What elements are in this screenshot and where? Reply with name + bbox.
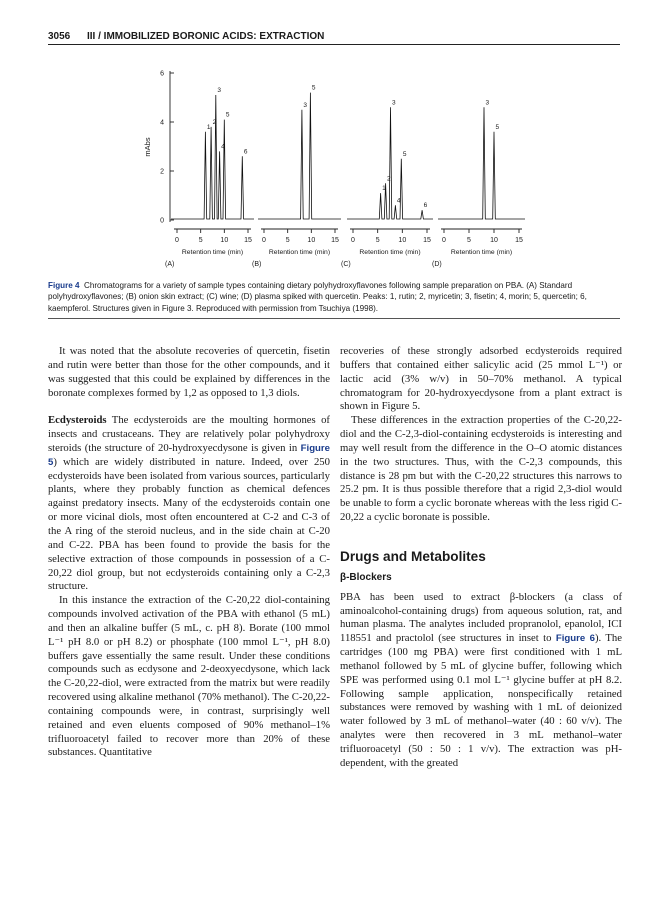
peak-label: 4	[221, 143, 225, 151]
panel-label: (B)	[252, 261, 262, 268]
x-axis-label: Retention time (min)	[181, 249, 244, 256]
x-tick-label: 0	[442, 237, 446, 244]
caption-label: Figure 4	[48, 281, 80, 290]
x-tick-label: 5	[285, 237, 290, 244]
x-tick-label: 0	[262, 237, 266, 244]
x-tick-label: 15	[244, 237, 252, 244]
peak-label: 3	[217, 87, 221, 95]
x-tick-label: 10	[398, 237, 407, 244]
chromatogram-trace	[258, 93, 341, 219]
text-run: ). The cartridges (100 mg PBA) were first conditioned with 1 mL methanol followed by 5 mL of glycine buffer, following which SPE was performed using 0.1 mol L⁻¹ glycine buffer at pH 8.2. Following sample application, nonspecifically retained substances were removed by washing with 1 mL of deionized water followed by 3 mL of methanol–water (40 : 60 v/v). The analytes were then recovered in 3 mL methanol–water trifluoroacetyl (50 : 50 : 1 v/v). The extraction was pH-dependent, with the greated	[340, 632, 622, 769]
left-column	[48, 345, 330, 760]
section-heading: Drugs and Metabolites	[340, 548, 486, 564]
y-tick-label: 6	[160, 70, 164, 78]
running-title: III / IMMOBILIZED BORONIC ACIDS: EXTRACTION	[87, 31, 325, 42]
panel-label: (D)	[432, 261, 442, 268]
x-axis-label: Retention time (min)	[450, 249, 513, 256]
x-axis-label: Retention time (min)	[268, 249, 331, 256]
chromatogram-trace	[438, 107, 525, 219]
peak-label: 3	[303, 101, 307, 109]
peak-label: 2	[212, 118, 217, 126]
x-tick-label: 15	[423, 237, 431, 244]
figure-6-reference[interactable]: Figure 6	[555, 633, 595, 645]
y-axis-label: mAbs	[143, 137, 152, 157]
right-column	[340, 345, 622, 771]
x-tick-label: 5	[375, 237, 380, 244]
panel-label: (C)	[341, 261, 351, 268]
text-run: The ecdysteroids are the moulting hormones of insects and crustaceans. They are relatively polar polyhydroxy steroids (the structure of 20-hydroxyecdysone is given in	[48, 414, 330, 454]
panel-label: (A)	[165, 261, 175, 268]
x-axis-label: Retention time (min)	[359, 249, 421, 256]
peak-label: 2	[387, 175, 391, 183]
peak-label: 5	[495, 123, 500, 131]
peak-label: 6	[423, 202, 428, 210]
subsection-heading: β-Blockers	[340, 571, 392, 583]
paragraph-recoveries: It was noted that the absolute recoveries of quercetin, fisetin and rutin were better than those for the other compounds, and it was suggested that this could be explained by differences in the boronate complexes formed by 1,2 as opposed to 1,3 diols.	[48, 345, 330, 399]
runin-heading-ecdysteroids: Ecdysteroids	[48, 414, 107, 427]
caption-text: Chromatograms for a variety of sample types containing dietary polyhydroxyflavones following sample preparation on PBA. (A) Standard polyhydroxyflavones; (B) onion skin extract; (C) wine; (D) plasma spiked with quercetin. Peaks: 1, rutin; 2, myricetin; 3, fisetin; 4, morin; 5, quercetin; 6, kaempferol. Structures given in Figure 3. Reproduced with permission from Tsuchiya (1998).	[48, 281, 587, 313]
x-tick-label: 5	[467, 237, 471, 244]
text-run: PBA has been used to extract β-blockers (a class of aminoalcohol-containing drugs) from aqueous solution, rat, and human plasma. The analytes included propranolol, epanolol, ICI 118551 and practolol (see structures in inset to	[340, 590, 622, 645]
peak-label: 6	[243, 148, 248, 156]
chromatogram-trace	[347, 107, 433, 219]
y-tick-label: 0	[160, 217, 164, 225]
figure-4-chromatograms	[0, 0, 668, 278]
x-tick-label: 15	[331, 237, 339, 244]
page-number: 3056	[48, 31, 71, 42]
figure-5-reference[interactable]: Figure 5	[48, 442, 330, 468]
peak-label: 5	[402, 150, 407, 158]
peak-label: 5	[311, 84, 316, 92]
paragraph-beta-blockers	[340, 591, 622, 771]
x-tick-label: 0	[175, 237, 179, 244]
paragraph-extraction: In this instance the extraction of the C-20,22 diol-containing compounds involved activation of the PBA with ethanol (5 mL) and then an alkaline buffer (5 mL, c. pH 8). Borate (100 mmol L⁻¹ pH 8.0 or pH 8.2) or phosphate (100 mmol L⁻¹, pH 8.0) buffers gave essentially the same result. Under these conditions compounds such as ecdysone and 2-deoxyecdysone, which lack the C-20,22-diol, were extracted from the matrix but were readily recovered using alkaline methanol (70% methanol). The C-20,22-containing compounds were, in contrast, surprisingly well retained and even eluents composed of 90% methanol–1% trifluoroacetyl failed to recover more than 20% of these substances. Quantitative	[48, 594, 330, 759]
figure-caption	[48, 280, 620, 314]
paragraph-differences: These differences in the extraction properties of the C-20,22-diol and the C-2,3-diol-containing ecdysteroids is interesting and may well result from the difference in the O–O atomic distances in the two structures. Thus, with the C-2,3 compounds, this distance is 28 pm but with the C-20,22 structures this narrows to 25.2 pm. It is thus possible therefore that a rigid 2,3-diol would be unable to form a cyclic boronate whereas with the less rigid C-20,22 a cyclic boronate is possible.	[340, 414, 622, 524]
x-tick-label: 15	[515, 237, 523, 244]
chromatogram-trace	[171, 95, 254, 219]
peak-label: 5	[225, 111, 230, 119]
peak-label: 4	[396, 197, 401, 205]
peak-label: 1	[382, 185, 386, 193]
peak-label: 3	[391, 99, 396, 107]
x-tick-label: 10	[220, 237, 229, 244]
paragraph-recoveries-cont: recoveries of these strongly adsorbed ecdysteroids required buffers that contained either salicylic acid (25 mmol L⁻¹) or lactic acid (3% w/v) in 50–70% methanol. A typical chromatogram for 20-hydroxyecdysone from a plant extract is shown in Figure 5.	[340, 345, 622, 413]
paragraph-ecdysteroids	[48, 414, 330, 594]
x-tick-label: 10	[307, 237, 316, 244]
peak-label: 3	[485, 99, 490, 107]
y-tick-label: 4	[160, 119, 164, 127]
caption-rule	[48, 318, 620, 319]
y-tick-label: 2	[160, 168, 164, 176]
peak-label: 1	[206, 123, 211, 131]
x-tick-label: 10	[490, 237, 498, 244]
x-tick-label: 5	[198, 237, 203, 244]
x-tick-label: 0	[351, 237, 355, 244]
text-run: ) which are widely distributed in nature. Indeed, over 250 ecdysteroids have been isolated from various sources, particularly plants, where they probably function as chemical defences against predatory insects. Many of the ecdysteroids contain one or more vicinal diols, most often encountered at C-2 and C-3 of the A ring of the steroid nucleus, and in the side chain at C-20 and C-22. PBA has been found to provide the basis for the selective extraction of those compounds in possession of a C-20,22 diol group, but not ecdysteroids containing only a C-2,3 structure.	[48, 455, 330, 593]
